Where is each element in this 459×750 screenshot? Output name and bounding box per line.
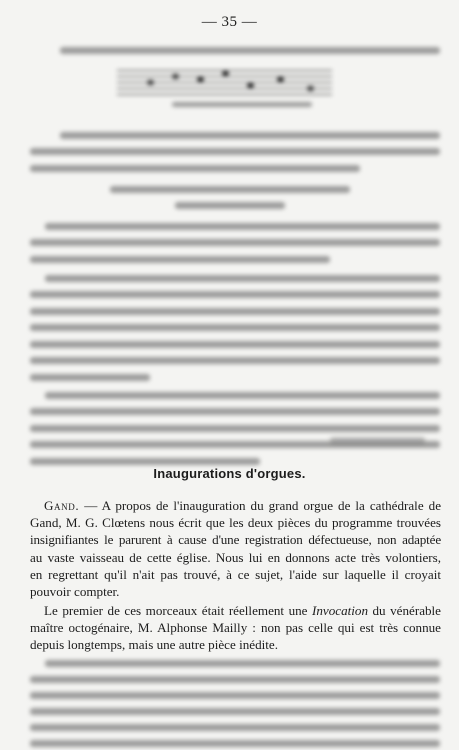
gand-line-2: Gand, M. G. Clœtens nous écrit que les deux pièces du programme trouvées xyxy=(30,515,441,531)
page-number: — 35 — xyxy=(201,14,258,30)
gand-paragraph xyxy=(30,497,441,600)
mailly-line-2: maître octogénaire, M. Alphonse Mailly : non pas celle qui est très connue xyxy=(30,620,441,636)
gand-line-4: au vaste vaisseau de cette église. Nous lui en donnons acte très volontiers, xyxy=(30,549,441,565)
gand-line-1: Gand. — A propos de l'inauguration du grand orgue de la cathédrale de xyxy=(44,498,441,513)
gand-line-3: insignifiantes le parurent à cause d'une registration défectueuse, non adaptée xyxy=(30,532,441,548)
mailly-paragraph xyxy=(30,602,441,654)
mailly-line-1: Le premier de ces morceaux était réellement une Invocation du vénérable xyxy=(44,603,441,618)
section-heading: Inaugurations d'orgues. xyxy=(153,466,306,481)
gand-line-5: en regrettant qu'il n'ait pas trouvé, à ce sujet, l'aide sur laquelle il croyait xyxy=(30,566,441,582)
musical-notation-image xyxy=(117,64,332,108)
invocation-title: Invocation xyxy=(312,603,368,618)
gand-line-6: pouvoir compter. xyxy=(30,584,120,600)
place-name: Gand. xyxy=(44,498,80,513)
mailly-line-3: depuis longtemps, mais une autre pièce inédite. xyxy=(30,637,278,653)
